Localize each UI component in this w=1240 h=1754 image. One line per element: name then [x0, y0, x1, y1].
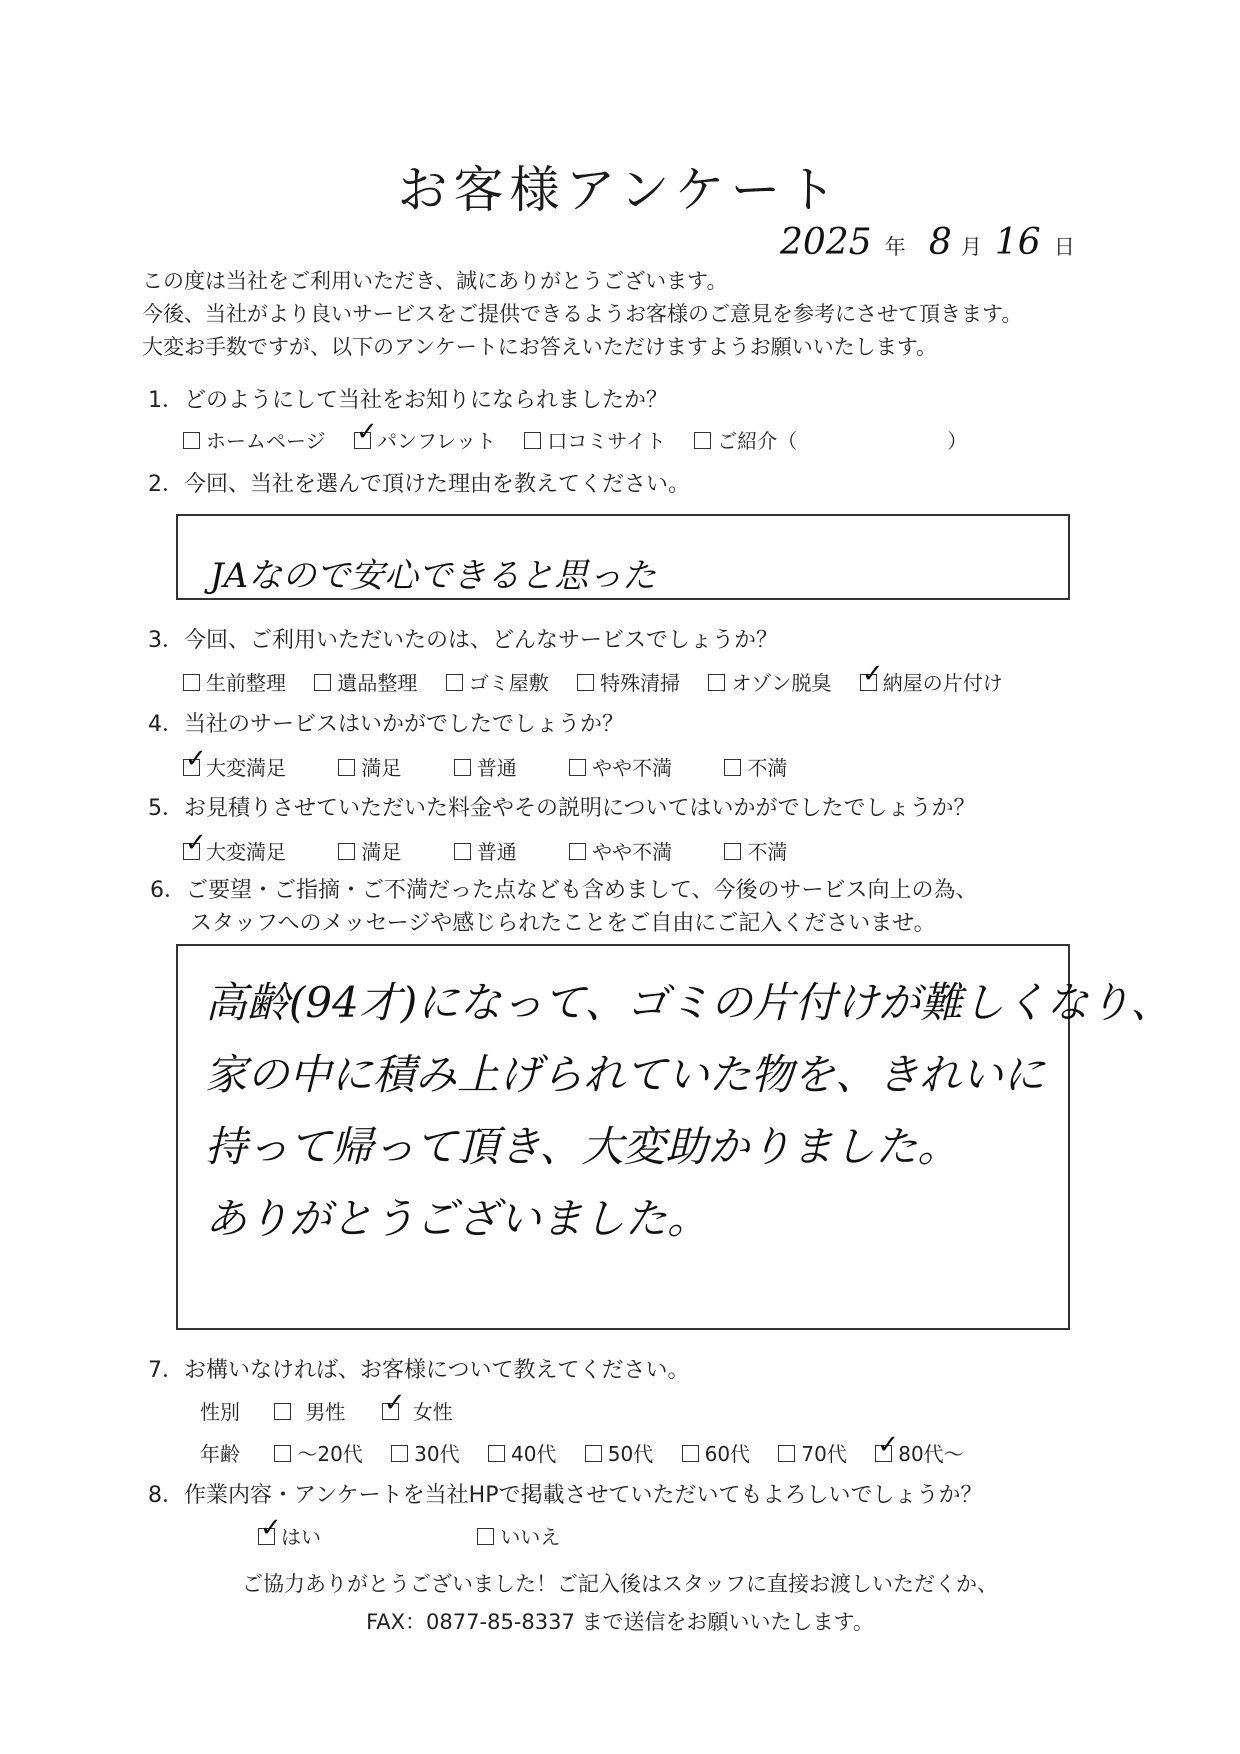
- q6-answer-line-3: 持って帰って頂き、大変助かりました。: [205, 1122, 960, 1171]
- date-year-unit: 年: [884, 235, 906, 259]
- checkbox-empty-icon: [338, 843, 355, 860]
- checkbox-empty-icon: [391, 1445, 408, 1462]
- checkbox-checked-icon: [860, 674, 877, 691]
- q4-option-satisfied[interactable]: 満足: [338, 752, 401, 781]
- q3-option-special-cleaning[interactable]: 特殊清掃: [577, 667, 680, 696]
- checkbox-checked-icon: [258, 1528, 275, 1545]
- q3-option-estate-cleanup[interactable]: 遺品整理: [314, 667, 417, 696]
- age-option-30s[interactable]: 30代: [391, 1438, 459, 1467]
- checkbox-empty-icon: [682, 1445, 699, 1462]
- age-option-70s[interactable]: 70代: [778, 1438, 846, 1467]
- date-year: 2025: [780, 222, 872, 263]
- q1-option-homepage[interactable]: ホームページ: [183, 425, 326, 454]
- checkbox-checked-icon: [354, 432, 371, 449]
- age-option-80s-plus[interactable]: ✓ 80代～: [875, 1438, 963, 1467]
- checkbox-empty-icon: [694, 432, 711, 449]
- checkbox-empty-icon: [477, 1528, 494, 1545]
- checkbox-checked-icon: [875, 1445, 892, 1462]
- q5-option-satisfied[interactable]: 満足: [338, 836, 401, 865]
- date-month-unit: 月: [960, 235, 982, 259]
- q3-option-hoarder-house[interactable]: ゴミ屋敷: [446, 667, 549, 696]
- q8-option-no[interactable]: いいえ: [477, 1521, 560, 1550]
- q1-option-review-site[interactable]: 口コミサイト: [524, 425, 666, 454]
- q4-option-dissatisfied[interactable]: 不満: [724, 752, 787, 781]
- q8-label: 8．作業内容・アンケートを当社HPで掲載させていただいてもよろしいでしょうか？: [148, 1483, 983, 1508]
- checkbox-empty-icon: [183, 674, 200, 691]
- q7-gender-row: [200, 1396, 475, 1425]
- q5-option-somewhat-dissatisfied[interactable]: やや不満: [569, 836, 672, 865]
- age-option-50s[interactable]: 50代: [585, 1438, 653, 1467]
- checkbox-empty-icon: [524, 432, 541, 449]
- q5-option-dissatisfied[interactable]: 不満: [724, 836, 787, 865]
- footer-line-2: FAX：0877-85-8337 まで送信をお願いいたします。: [366, 1610, 874, 1634]
- q1-label: 1．どのようにして当社をお知りになられましたか？: [148, 388, 668, 413]
- q2-answer-text: JAなので安心できると思った: [210, 556, 657, 596]
- checkbox-checked-icon: [183, 759, 200, 776]
- q5-option-very-satisfied[interactable]: ✓大変満足: [183, 836, 286, 865]
- age-option-under-20s[interactable]: ～20代: [274, 1438, 362, 1467]
- checkbox-empty-icon: [708, 674, 725, 691]
- checkbox-empty-icon: [724, 759, 741, 776]
- gender-option-male[interactable]: 男性: [274, 1396, 345, 1425]
- footer-line-1: ご協力ありがとうございました！ご記入後はスタッフに直接お渡しいただくか、: [242, 1572, 998, 1596]
- q5-options: [183, 836, 809, 865]
- q1-option-pamphlet[interactable]: ✓ パンフレット: [354, 425, 496, 454]
- q4-label: 4．当社のサービスはいかがでしたでしょうか？: [148, 712, 624, 737]
- checkbox-empty-icon: [274, 1445, 291, 1462]
- q7-label: 7．お構いなければ、お客様について教えてください。: [148, 1358, 690, 1383]
- checkbox-checked-icon: [183, 843, 200, 860]
- age-option-40s[interactable]: 40代: [488, 1438, 556, 1467]
- checkbox-empty-icon: [314, 674, 331, 691]
- checkbox-empty-icon: [778, 1445, 795, 1462]
- q8-options: [258, 1521, 582, 1550]
- age-option-60s[interactable]: 60代: [682, 1438, 750, 1467]
- q1-option-referral[interactable]: ご紹介（ ）: [694, 425, 967, 454]
- intro-line-3: 大変お手数ですが、以下のアンケートにお答えいただけますようお願いいたします。: [142, 335, 938, 359]
- q1-options: [183, 425, 989, 454]
- q3-option-ozone-deodorize[interactable]: オゾン脱臭: [708, 667, 831, 696]
- q5-option-neutral[interactable]: 普通: [454, 836, 517, 865]
- age-label: 年齢: [200, 1442, 240, 1466]
- intro-line-2: 今後、当社がより良いサービスをご提供できるようお客様のご意見を参考にさせて頂きます。: [142, 302, 1023, 326]
- q3-option-barn-cleanup[interactable]: ✓ 納屋の片付け: [860, 667, 1003, 696]
- date-field: [780, 222, 1075, 263]
- q6-label-line-2: スタッフへのメッセージや感じられたことをご自由にご記入くださいませ。: [190, 911, 936, 936]
- q4-option-very-satisfied[interactable]: ✓大変満足: [183, 752, 286, 781]
- checkbox-empty-icon: [183, 432, 200, 449]
- gender-label: 性別: [200, 1400, 240, 1424]
- q6-label-line-1: 6．ご要望・ご指摘・ご不満だった点なども含めまして、今後のサービス向上の為、: [150, 878, 978, 903]
- date-month: 8: [928, 222, 952, 263]
- checkbox-empty-icon: [446, 674, 463, 691]
- q7-age-row: [200, 1438, 986, 1467]
- q6-answer-line-4: ありがとうございました。: [205, 1194, 710, 1243]
- checkbox-empty-icon: [488, 1445, 505, 1462]
- checkbox-checked-icon: [382, 1403, 399, 1420]
- gender-option-female[interactable]: ✓ 女性: [382, 1396, 453, 1425]
- checkbox-empty-icon: [577, 674, 594, 691]
- q3-option-pre-death-cleanup[interactable]: 生前整理: [183, 667, 286, 696]
- q3-label: 3．今回、ご利用いただいたのは、どんなサービスでしょうか？: [148, 628, 778, 653]
- checkbox-empty-icon: [454, 759, 471, 776]
- q2-label: 2．今回、当社を選んで頂けた理由を教えてください。: [148, 472, 690, 497]
- checkbox-empty-icon: [338, 759, 355, 776]
- checkbox-empty-icon: [569, 759, 586, 776]
- q8-option-yes[interactable]: ✓はい: [258, 1521, 321, 1550]
- form-title: お客様アンケート: [397, 161, 843, 219]
- q6-answer-line-1: 高齢(94才)になって、ゴミの片付けが難しくなり、: [205, 978, 1173, 1027]
- q3-options: [183, 667, 1025, 696]
- checkbox-empty-icon: [454, 843, 471, 860]
- q4-option-somewhat-dissatisfied[interactable]: やや不満: [569, 752, 672, 781]
- q5-label: 5．お見積りさせていただいた料金やその説明についてはいかがでしたでしょうか？: [148, 796, 976, 821]
- checkbox-empty-icon: [569, 843, 586, 860]
- date-day: 16: [994, 222, 1041, 263]
- checkbox-empty-icon: [724, 843, 741, 860]
- q4-option-neutral[interactable]: 普通: [454, 752, 517, 781]
- checkbox-empty-icon: [274, 1403, 291, 1420]
- intro-line-1: この度は当社をご利用いただき、誠にありがとうございます。: [142, 269, 728, 293]
- q4-options: [183, 752, 809, 781]
- q6-answer-line-2: 家の中に積み上げられていた物を、きれいに: [205, 1050, 1046, 1099]
- date-day-unit: 日: [1053, 235, 1075, 259]
- checkbox-empty-icon: [585, 1445, 602, 1462]
